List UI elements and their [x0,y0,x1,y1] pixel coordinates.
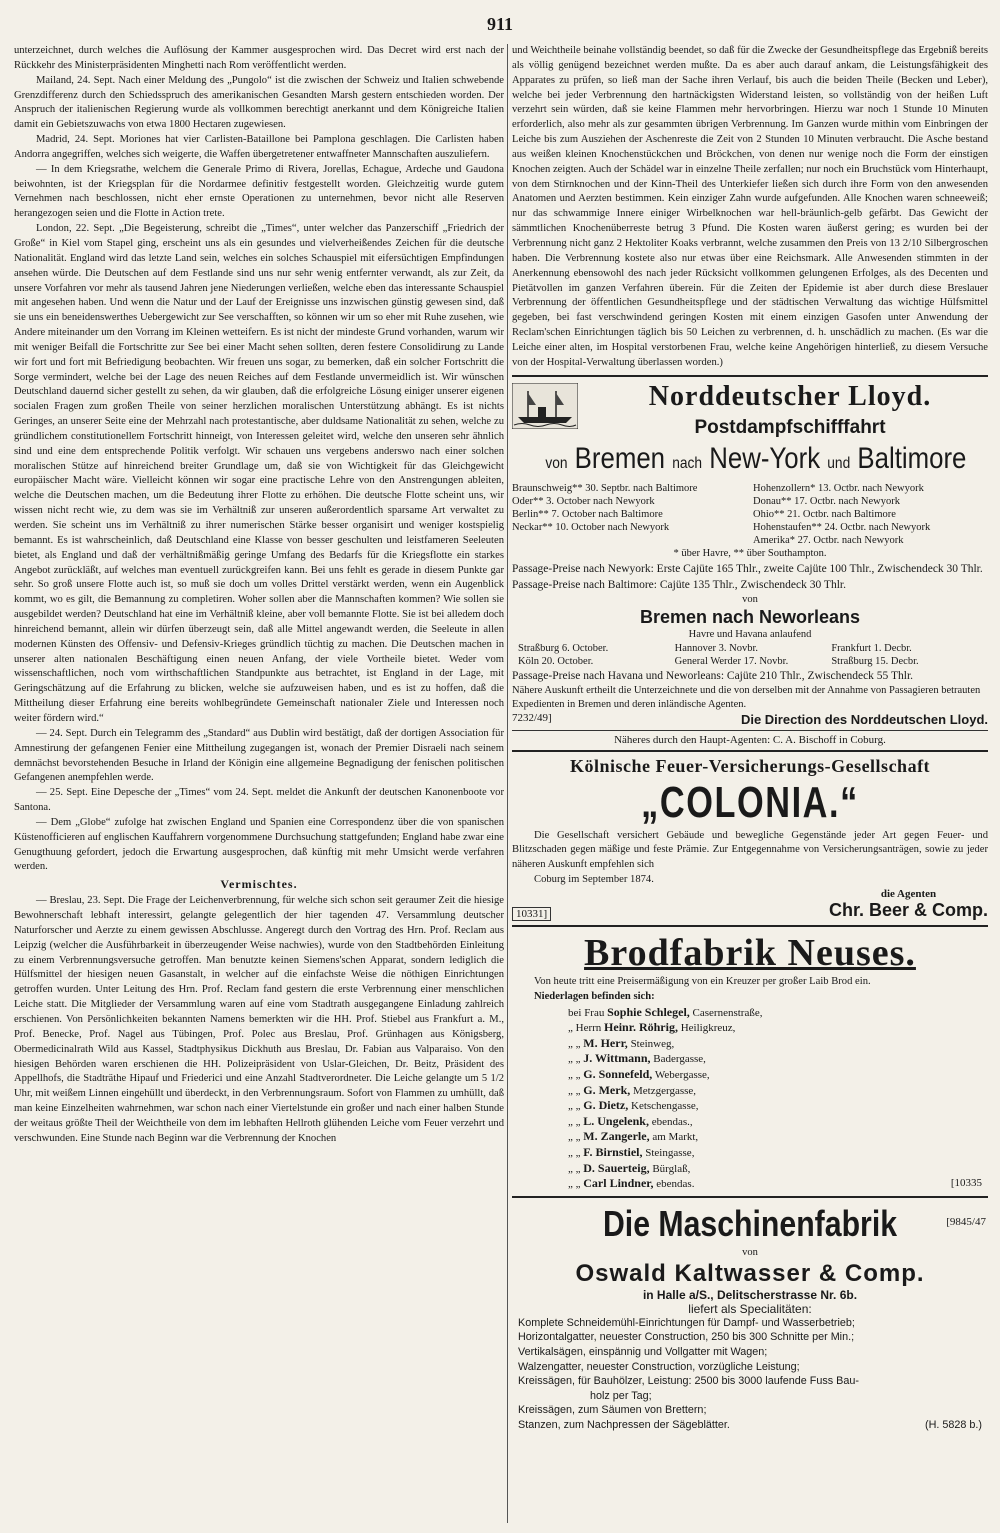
agent-firm: Chr. Beer & Comp. [828,899,988,920]
schedule-entry: Köln 20. October. [518,655,594,667]
schedule-entry: Ohio** 21. Octbr. nach Baltimore [753,508,896,520]
list-item: Walzengatter, neuester Construction, vorzügliche Leistung; [518,1360,800,1373]
ports-note: * über Havre, ** über Southampton. [673,547,827,559]
price-neworleans: Passage-Preise nach Havana und Neworleans: Cajüte 210 Thlr., Zwischendeck 55 Thlr. [512,669,914,682]
route2-subtitle: Havre und Havana anlaufend [688,628,812,640]
article-paragraph: — Dem „Globe“ zufolge hat zwischen England und Spanien eine Correspondenz über die von spanischen Küstenofficieren auf englischen Kauffahrern vorgenommene Durchsuchung stattgefunden; England habe zwar eine Genugthuung gefordert, jedoch die Erwartung ausgesprochen, daß künftig mit mehr Umsicht werde verfahren werden. [14,816,504,873]
list-item: holz per Tag; [590,1389,652,1402]
ad-reference: 10331] [512,907,551,921]
product-list [512,1316,988,1433]
schedule-entry: Straßburg 15. Decbr. [831,655,919,667]
lloyd-advertisement [512,381,988,746]
schedule-entry: Straßburg 6. October. [518,642,609,654]
factory-title: Die Maschinenfabrik [602,1202,898,1244]
divider [512,730,988,731]
info-text: Nähere Auskunft ertheilt die Unterzeichnete und die von derselben mit der Annahme von Passagieren betrauten Expedienten in Bremen und deren inländische Agenten. [512,684,981,710]
price-notice: Von heute tritt eine Preisermäßigung von ein Kreuzer per großer Laib Brod ein. [534,975,871,987]
ad-reference: (H. 5828 b.) [924,1418,982,1431]
page-number: 911 [486,14,513,34]
price-baltimore: Passage-Preise nach Baltimore: Cajüte 135 Thlr., Zwischendeck 30 Thlr. [512,578,846,591]
steamship-icon [512,383,578,429]
list-item: Kreissägen, für Bauhölzer, Leistung: 2500 bis 3000 laufende Fuss Bau- [518,1375,859,1388]
article-paragraph: — In dem Kriegsrathe, welchem die Generale Primo di Rivera, Jorellas, Echague, Ardeche und Gaudona beiwohnten, ist der Kriegsplan für die Nordarmee definitiv festgestellt worden. Gleichzeitig wurde gutem Vernehmen nach beschlossen, nicht eher ernste Operationen zu unternehmen, bevor nicht alle Reserven herangezogen seien und die Flotte in Action trete. [14,163,504,220]
list-item: Kreissägen, zum Säumen von Brettern; [518,1404,707,1417]
outlets-heading: Niederlagen befinden sich: [534,990,655,1002]
route-word: nach [672,454,703,472]
list-item [518,1418,982,1433]
price-newyork: Passage-Preise nach Newyork: Erste Cajüte 165 Thlr., zweite Cajüte 100 Thlr., Zwischendeck 30 Thlr. [512,562,983,575]
list-item: „ „ J. Wittmann, Badergasse, [568,1051,706,1066]
list-item: „ „ G. Dietz, Ketschengasse, [568,1098,699,1113]
machine-factory-advertisement [512,1202,988,1433]
schedule-entry: Hohenstaufen** 24. Octbr. nach Newyork [753,521,931,533]
list-item: „ „ M. Zangerle, am Markt, [568,1129,699,1144]
agents-label: die Agenten [880,887,937,900]
divider [512,750,988,752]
route-city: New-York [709,441,821,475]
colonia-text: Die Gesellschaft versichert Gebäude und bewegliche Gegenstände jeder Art gegen Feuer- und Blitzschaden gegen mäßige und feste Prämie. Zur Entgegennahme von Versicherungsanträgen, sowie zu jeder näheren Auskunft empfehlen sich [512,829,988,871]
firm-name: Oswald Kaltwasser & Comp. [575,1259,925,1287]
article-paragraph: — 24. Sept. Durch ein Telegramm des „Standard“ aus Dublin wird bestätigt, daß der dortigen Association für Amnestirung der gefangenen Fenier eine Mittheilung zugegangen ist, wonach der Premier Disraeli nach seinem demnächst bevorstehenden Besuche in Irland der Königin eine allgemeine Begnadigung der fenischen politischen Gefangenen anempfehlen werde. [14,727,504,784]
bakery-advertisement [512,931,988,1192]
lloyd-title: Norddeutscher Lloyd. [648,380,932,412]
column-divider [507,44,508,1523]
schedule-entry: Oder** 3. October nach Newyork [512,495,655,507]
list-item: „ „ L. Ungelenk, ebendas., [568,1113,693,1128]
schedule-entry: Amerika* 27. Octbr. nach Newyork [753,534,904,546]
article-paragraph: Mailand, 24. Sept. Nach einer Meldung des „Pungolo“ ist die zwischen der Schweiz und Italien schwebende Grenzdifferenz durch den Schiedsspruch des amerikanischen Gesandten Marsh gestern entschieden worden. Der Anspruch der italienischen Regierung wurde als vollkommen berechtigt anerkannt und dem Königreiche Italien damit ein Gebietszuwachs von etwa 1800 Hectaren zugewiesen. [14,74,504,131]
article-paragraph: unterzeichnet, durch welches die Auflösung der Kammer ausgesprochen wird. Das Decret wird erst nach der Rückkehr des Ministerpräsidenten Minghetti nach Rom veröffentlicht werden. [14,45,504,71]
article-paragraph: — Breslau, 23. Sept. Die Frage der Leichenverbrennung, für welche sich schon seit geraumer Zeit die hiesige Bewohnerschaft lebhaft interessirt, gelangte gelegentlich der hier tagenden 47. Versammlung deutscher Naturforscher und Aerzte zu einem gewissen Abschlusse. Angeregt durch den Vortrag des Hrn. Prof. Reclam aus Leipzig (welcher die Ausführbarkeit in überzeugender Weise nachwies), wurde von den Stadtbehörden Einleitung zu einem Verbrennungsversuche getroffen. Man benutzte keinen Siemens'schen Apparat, sondern lediglich die Hülfsmittel der hiesigen neuen Gasanstalt, in welcher auf die einfachste Weise die nöthigen Einrichtungen getroffen wurden. Unter Leitung des Hrn. Prof. Reclam fand gestern die erste Verbrennung einer menschlichen Leiche statt. Die Mitglieder der Versammlung waren auf eine vom Stadtrath ausgegangene Einladung zahlreich erschienen. Von Persönlichkeiten bekannten Namens bemerkten wir die HH. Prof. Stiebel aus Frankfurt a. M., Prof. Benecke, Prof. Nagel aus Tübingen, Prof. Polec aus Breslau, Prof. Grünhagen aus Königsberg, Obermedicinalrath Wild aus Kassel, Stadtphysikus Dickhuth aus Breslau, Dr. Fabian aus Valparaiso. Von den hiesigen Behörden waren erschienen die HH. Polizeipräsident von Uslar-Gleichen, Dr. Beitz, Präsident des Appellhofs, die Stadträthe Hipauf und Friederici und eine Anzahl Stadtverordneter. Die Leiche gelangte um 5 1/2 Uhr, mit weißem Linnen eingehüllt und überdeckt, in den Verbrennungsraum. Sofort von Flammen zu umhüllt, daß man keine Einzelheiten wahrnehmen, war schon nach einer Viertelstunde ein großer und nach einer halben Stunde der weitaus größte Theil der Weichtheile von dem im lebhaften Hellroth glühenden Leiche vom Feuer verzehrt und verschwunden. Eine Stunde nach Beginn war die Verbrennung der Knochen [14,895,504,1144]
route-city: Bremen [574,441,666,475]
schedule-entry: Braunschweig** 30. Septbr. nach Baltimore [512,482,698,494]
section-heading: Vermischtes. [220,877,298,892]
neworleans-schedule [512,642,988,668]
right-column [512,44,988,1523]
left-column [14,44,504,1523]
schedule-entry: Neckar** 10. October nach Newyork [512,521,670,533]
colonia-signature [512,888,988,921]
sailing-schedule [512,482,988,547]
divider [512,1196,988,1198]
list-item: Horizontalgatter, neuester Construction, 250 bis 300 Schnitte per Min.; [518,1331,855,1344]
schedule-entry: Frankfurt 1. Decbr. [831,642,912,654]
list-item: Komplete Schneidemühl-Einrichtungen für Dampf- und Wasserbetrieb; [518,1316,855,1329]
list-item: „ „ M. Herr, Steinweg, [568,1035,675,1050]
route-heading [545,441,967,482]
list-item: „ „ G. Merk, Metzgergasse, [568,1082,697,1097]
ad-reference: [10335 [950,1177,982,1190]
list-item-text: Stanzen, zum Nachpressen der Sägeblätter. [518,1418,730,1431]
ad-reference: [9845/47 [946,1215,986,1228]
list-item: bei Frau Sophie Schlegel, Casernenstraße, [568,1004,763,1019]
list-item: Vertikalsägen, einspännig und Vollgatter mit Wagen; [518,1345,768,1358]
lloyd-subtitle: Postdampfschifffahrt [694,416,886,438]
colonia-title: „COLONIA.“ [641,777,859,827]
schedule-entry [512,534,747,547]
agent-line: Näheres durch den Haupt-Agenten: C. A. Bischoff in Coburg. [614,733,886,746]
schedule-entry: Berlin** 7. October nach Baltimore [512,508,663,520]
list-item: „ „ F. Birnstiel, Steingasse, [568,1144,695,1159]
route2-heading: Bremen nach Neworleans [639,606,861,627]
schedule-entry: Hohenzollern* 13. Octbr. nach Newyork [753,482,924,494]
list-item: „ „ Carl Lindner, ebendas. [10335 [568,1176,982,1191]
schedule-entry: Hannover 3. Novbr. [674,642,759,654]
lloyd-signature [512,712,988,727]
ad-reference: 7232/49] [512,711,552,724]
specialties-label: liefert als Specialitäten: [688,1301,812,1316]
route2-von: von [742,593,758,605]
divider [512,925,988,927]
route-word: von [545,454,568,472]
schedule-entry: General Werder 17. Novbr. [674,655,789,667]
von-word: von [742,1246,758,1258]
route-word: und [827,454,851,472]
article-paragraph: London, 22. Sept. „Die Begeisterung, schreibt die „Times“, unter welcher das Panzerschiff „Friedrich der Große“ in Kiel vom Stapel ging, erscheint uns als ein gesundes und vielverheißendes Zeichen für die deutsche Nationalität. England wird das letzte Land sein, welches ein solches Schauspiel mit eifersüchtigen Empfindungen ansehen würde. Die Deutschen auf dem Festlande sind uns nur sehr wenig entfernter verwandt, als zur Zeit, da unsere Vorfahren vor mehr als tausend Jahren jene Niederungen verließen, welche eben das interessante Schauspiel mit angesehen haben. Und wenn die Natur und der Lauf der Ereignisse uns inzwischen günstig gewesen sind, daß sie uns ein beneidenswerthes Uebergewicht zur See verschafften, so können wir um so eher mit Ruhe zusehen, wie Andere miteinander um den Vorrang im Kleinen wetteifern. Es ist nicht der mindeste Grund vorhanden, warum wir mit weniger Beifall die Fortschritte zur See bei einer Macht sehen sollten, deren festere Consolidirung zu Lande wir fort und fort mit Befriedigung beobachten. Wir freuen uns sogar, zu bemerken, daß ein solcher Fortschritt die Sorge vermindert, welche bei der Lage des neuen Reiches auf dem Festlande unvermeidlich ist. Wir wünschen Deutschland dauernd sicher gestellt zu sehen, da wir glauben, daß die erfolgreiche Lösung einiger unserer eigenen socialen Fragen zum großen Theile von seiner herzlichen moralischen Unterstützung abhängt. Es ist nichts Geringes, an unserer Seite eine der Mehrzahl nach protestantische, aber duldsame Nationalität zu sehen, welche zu gründlichem constitutionellem Fortschritt hinneigt, von Interessen geleitet wird, welche den unseren sehr ähnlich sind und eine dem entsprechende Politik verfolgt. Wir schauen uns vergebens anderswo nach einer solchen moralischen Stütze auf hinreichend breiter Grundlage um, daß sie von Wichtigkeit für das Gleichgewicht europäischer Macht wäre. Vielleicht können wir sogar eine practische Lehre von den Anstrengungen ableiten, welche die Deutschen machen, um die Bedeutung ihrer Flotte zu erhöhen. Die deutsche Flotte scheint uns, wir wissen nicht recht wie, zu dem was sie im Verhältniß zur unseren außerordentlich sparsame Art verwaltet zu werden. Sie scheint uns im Verhältniß zu ihrer numerischen Stärke besser organisirt und weniger kostspielig bemannt. Es ist wahrscheinlich, daß Deutschland eine Klasse von besser geschulten und leistfameren Seeleuten bietet, als England und daß der verhältnißmäßig geringe Umfang des Bedarfs für die Kriegsflotte ein starkes Angebot zurückläßt, auf welches man eventuell zurückgreifen kann. Bei uns fehlt es gerade in diesem Punkte gar sehr. So groß unsere Flotte auch ist, so muß sie doch um volles Drittel verstärkt werden, wenn ein Augenblick kommt, wo es gilt, die Bemannung zu completiren. Woher sollen aber die Mannschaften kommen? Wie sollen sie ausgebildet werden? Deutschland hat eine im Verhältniß kleine, aber voll bemannte Flotte. Sie ist bei alledem doch hinreichend bemannt, allein wir dürfen überzeugt sein, daß alle Mittel angewandt werden, die Seeleute in allen modernen Künsten des Offensiv- und Defensiv-Krieges gründlich tüchtig zu machen. Die Deutschen machen in unserer alten nationalen Beschäftigung einen neuen Anfang, der viele Vortheile bietet. Weder vom wissenschaftlichen, noch vom wirthschaftlichen Standpunkte aus betrachtet, ist England in der Lage, mit Geringschätzung auf die Erfahrung zu blicken, welche sie aufzuweisen haben, und es ist zu hoffen, daß die Mittheilung dieser Erfahrung eine bereits wohlbegründete Gemeinschaft nationaler Ziele und Interessen noch weiter fördern wird.“ [14,223,504,724]
divider [512,375,988,377]
place-date: Coburg im September 1874. [534,874,654,886]
firm-address: in Halle a/S., Delitscherstrasse Nr. 6b. [642,1287,858,1302]
list-item: „ „ G. Sonnefeld, Webergasse, [568,1067,710,1081]
article-paragraph: — 25. Sept. Eine Depesche der „Times“ vom 24. Sept. meldet die Ankunft der deutschen Kanonenboote vor Santona. [14,787,504,814]
list-item: „ „ D. Sauerteig, Bürglaß, [568,1160,691,1175]
insurance-company: Kölnische Feuer-Versicherungs-Gesellschaft [569,755,931,776]
list-item: „ Herrn Heinr. Röhrig, Heiligkreuz, [568,1020,736,1035]
schedule-entry: Donau** 17. Octbr. nach Newyork [753,495,900,507]
dealer-list [512,1005,988,1192]
article-paragraph: Madrid, 24. Sept. Moriones hat vier Carlisten-Bataillone bei Pamplona geschlagen. Die Carlisten haben Andorra angegriffen, welches sich weigerte, die Waffen übergetretener entwaffneter Mannschaften auszuliefern. [14,134,504,160]
article-continuation: und Weichtheile beinahe vollständig beendet, so daß für die Zwecke der Gesundheitspflege das Ergebniß bereits als völlig genügend bezeichnet werden mußte. Da es aber auch darauf ankam, die Leistungsfähigkeit des Apparates zu prüfen, so ließ man der Sache ihren Verlauf, bis auch die beiden Theile (Becken und Leber), welche bei jeder Verbrennung den hartnäckigsten Widerstand leisten, so vollständig von der heißen Luft verzehrt sein würden, daß sie keine Flammen mehr hervorbringen. Hierzu war noch 1 Stunde 10 Minuten erforderlich, also mehr als zur gesammten übrigen Verbrennung. Im Ganzen wurde mithin vom Einbringen der Leiche bis zum Ausziehen der Aschenreste die Zeit von 2 Stunden 10 Minuten verbraucht. Die Asche bestand aus weißen kleinen Knochenstückchen und Bröckchen, von denen nur wenige noch die Form der einstigen Knochen zeigten. Auch der Schädel war in einzelne Theile zerfallen; nur noch ein Bruchstück vom Hinterhaupt, von dem Stirnknochen und der Kinn-Theil des Unterkiefer ließen sich durch ihre Form von den anwesenden Anatomen und Aerzten bestimmen. Kein einziger Zahn wurde aufgefunden. Alle Knochen waren schneeweiß; nur das schwammige Innere einiger Wirbelknochen war hell-bräunlich-gelb gefärbt. Das Gewicht der sämmtlichen Knochenüberreste betrug 3 Pfund. Die Kosten waren äußerst gering; es wurden bei der Verbrennung nicht ganz 2 Hektoliter Koaks verbrannt, welche zusammen den Preis von 13 2/10 Silbergroschen haben. Die Verbrennung kostete also nur etwas über eine Reichsmark. Alle Anwesenden stimmten in der Anerkennung ebensowohl des nach jeder Rücksicht vollkommen gelungenen Erfolges, als des Decenten und Pietätvollen im ganzen Verfahren überein. Für die Zeiten der Epidemie ist aber durch diese Breslauer Verbrennung der öffentlichen Gesundheitspflege und der städtischen Verwaltung das wichtige Hülfsmittel gegeben, bei fast verschwindend geringen Kosten mit einem einzigen Gasofen unter Anwendung der Reclam'schen Einrichtungen täglich bis 50 Leichen zu verbrennen, d. h. unschädlich zu machen. (Es war die Leiche einer alten, im Hospital verstorbenen Frau, welche keine Angehörigen hinterließ, zu diesem Versuche von der Hospital-Verwaltung überlassen worden.) [512,45,988,368]
direction-name: Die Direction des Norddeutschen Lloyd. [740,711,988,727]
colonia-advertisement [512,756,988,921]
route-city: Baltimore [857,441,967,475]
bakery-title: Brodfabrik Neuses. [584,931,916,974]
